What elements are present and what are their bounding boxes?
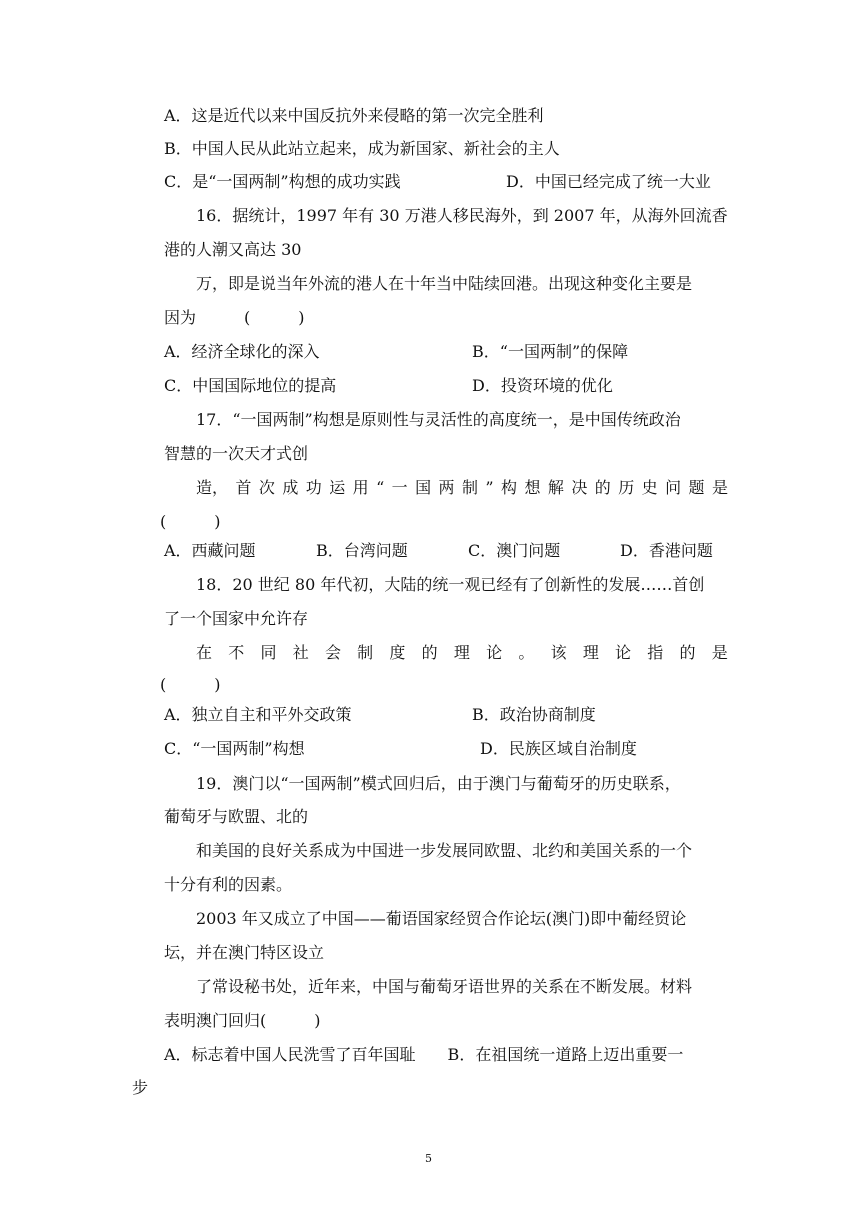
q18-option-b: B．政治协商制度 xyxy=(472,705,596,724)
q16-option-d: D．投资环境的优化 xyxy=(472,376,613,395)
text-char: 用 xyxy=(352,478,369,497)
q16-option-b: B．“一国两制”的保障 xyxy=(472,342,629,361)
text-char: 题 xyxy=(688,478,705,497)
q16-stem-line-1: 16．据统计，1997 年有 30 万港人移民海外，到 2007 年，从海外回流香 xyxy=(196,206,728,225)
q18-stem-line-1: 18．20 世纪 80 年代初，大陆的统一观已经有了创新性的发展……首创 xyxy=(196,575,705,594)
text-char: 两 xyxy=(438,478,455,497)
q19-stem-line-5: 2003 年又成立了中国——葡语国家经贸合作论坛(澳门)即中葡经贸论 xyxy=(196,909,687,928)
q15-option-d: D．中国已经完成了统一大业 xyxy=(506,172,711,191)
q19-stem-line-7: 了常设秘书处，近年来，中国与葡萄牙语世界的关系在不断发展。材料 xyxy=(196,977,693,996)
text-char: 功 xyxy=(305,478,322,497)
q17-option-b: B．台湾问题 xyxy=(316,541,408,560)
text-char: 一 xyxy=(391,478,408,497)
text-char: 制 xyxy=(357,643,374,662)
q17-option-d: D．香港问题 xyxy=(620,541,713,560)
text-char: 想 xyxy=(524,478,541,497)
q19-stem-line-4: 十分有利的因素。 xyxy=(164,875,293,894)
q18-stem-line-2: 了一个国家中允许存 xyxy=(164,609,309,628)
text-char: 造， xyxy=(196,478,229,497)
q19-stem-line-8: 表明澳门回归( ) xyxy=(164,1011,321,1030)
text-char: 会 xyxy=(324,643,341,662)
q16-option-c: C．中国国际地位的提高 xyxy=(164,376,337,395)
text-char: 决 xyxy=(571,478,588,497)
text-char: “ xyxy=(376,478,385,497)
q16-option-a: A．经济全球化的深入 xyxy=(164,342,320,361)
q19-stem-line-1: 19．澳门以“一国两制”模式回归后，由于澳门与葡萄牙的历史联系， xyxy=(196,774,681,793)
text-char: 论 xyxy=(486,643,503,662)
q19-stem-line-6: 坛，并在澳门特区设立 xyxy=(164,943,325,962)
q15-option-b: B．中国人民从此站立起来，成为新国家、新社会的主人 xyxy=(164,139,560,158)
q18-answer-blank: ( ) xyxy=(160,675,221,694)
page-number: 5 xyxy=(425,1152,432,1165)
text-char: 解 xyxy=(547,478,564,497)
text-char: 成 xyxy=(282,478,299,497)
text-char: 社 xyxy=(292,643,309,662)
q17-stem-line-3 xyxy=(196,477,728,499)
q19-options-wrap: 步 xyxy=(132,1078,149,1097)
text-char: 指 xyxy=(647,643,664,662)
q17-stem-line-1: 17．“一国两制”构想是原则性与灵活性的高度统一，是中国传统政治 xyxy=(196,410,681,429)
text-char: 的 xyxy=(421,643,438,662)
q16-stem-line-3: 万，即是说当年外流的港人在十年当中陆续回港。出现这种变化主要是 xyxy=(196,274,693,293)
text-char: 的 xyxy=(594,478,611,497)
q17-option-c: C．澳门问题 xyxy=(468,541,561,560)
text-char: 历 xyxy=(618,478,635,497)
text-char: ” xyxy=(485,478,494,497)
q19-stem-line-3: 和美国的良好关系成为中国进一步发展同欧盟、北约和美国关系的一个 xyxy=(196,841,693,860)
text-char: 制 xyxy=(461,478,478,497)
text-char: 在 xyxy=(196,643,213,662)
text-char: 首 xyxy=(235,478,252,497)
q16-stem-line-4: 因为 ( ) xyxy=(164,308,305,327)
q15-option-a: A．这是近代以来中国反抗外来侵略的第一次完全胜利 xyxy=(164,106,544,125)
q17-option-a: A．西藏问题 xyxy=(164,541,256,560)
q19-stem-line-2: 葡萄牙与欧盟、北的 xyxy=(164,807,309,826)
text-char: 是 xyxy=(711,478,728,497)
text-char: 不 xyxy=(228,643,245,662)
text-char: 。 xyxy=(518,643,535,662)
q19-options-line: A．标志着中国人民洗雪了百年国耻 B．在祖国统一道路上迈出重要一 xyxy=(164,1045,684,1064)
text-char: 同 xyxy=(260,643,277,662)
text-char: 论 xyxy=(615,643,632,662)
text-char: 史 xyxy=(641,478,658,497)
text-char: 度 xyxy=(389,643,406,662)
q17-answer-blank: ( ) xyxy=(160,512,221,531)
text-char: 国 xyxy=(415,478,432,497)
text-char: 次 xyxy=(258,478,275,497)
text-char: 理 xyxy=(453,643,470,662)
text-char: 是 xyxy=(711,643,728,662)
text-char: 问 xyxy=(665,478,682,497)
text-char: 该 xyxy=(550,643,567,662)
q18-stem-line-3 xyxy=(196,642,728,664)
text-char: 的 xyxy=(679,643,696,662)
q16-stem-line-2: 港的人潮又高达 30 xyxy=(164,240,302,259)
text-char: 理 xyxy=(582,643,599,662)
q18-option-c: C．“一国两制”构想 xyxy=(164,739,305,758)
text-char: 运 xyxy=(329,478,346,497)
q15-option-c: C．是“一国两制”构想的成功实践 xyxy=(164,172,401,191)
text-char: 构 xyxy=(501,478,518,497)
q18-option-a: A．独立自主和平外交政策 xyxy=(164,705,352,724)
q17-stem-line-2: 智慧的一次天才式创 xyxy=(164,444,309,463)
q18-option-d: D．民族区域自治制度 xyxy=(480,739,637,758)
